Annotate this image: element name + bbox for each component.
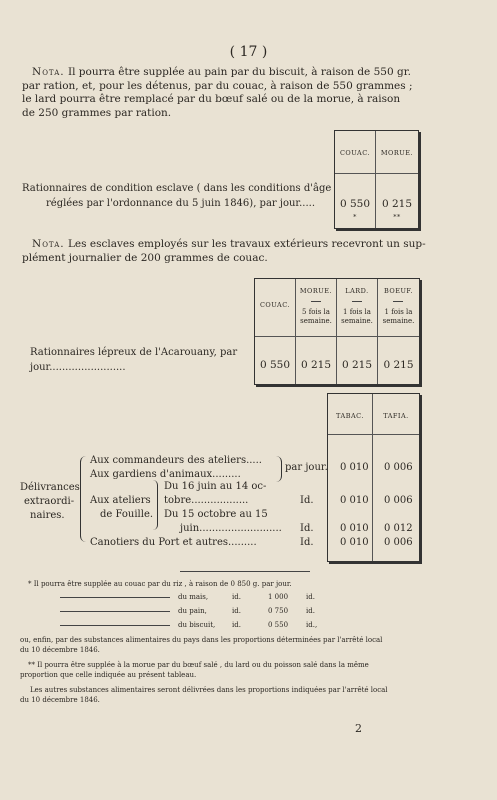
table1-box bbox=[334, 130, 419, 229]
table3-row-text: Du 16 juin au 14 oc- bbox=[164, 481, 267, 492]
table3-tabac: 0 010 bbox=[340, 523, 369, 534]
table2-header-lard: LARD. bbox=[345, 287, 369, 295]
nota1-line: par ration, et, pour les détenus, par du couac, à raison de 550 grammes ; bbox=[22, 79, 413, 92]
footnote-item: 0 750 bbox=[268, 607, 289, 615]
table3-row-text: tobre.................. bbox=[164, 495, 249, 506]
group-label-2: extraordi- bbox=[24, 496, 75, 507]
table3-unit: Id. bbox=[300, 523, 314, 534]
footnote-line: ** Il pourra être supplée à la morue par du bœuf salé , du lard ou du poisson salé dans la même bbox=[28, 661, 369, 669]
table2-sub-lard: 1 fois la semaine. bbox=[341, 308, 373, 325]
table3-row-text: Du 15 octobre au 15 bbox=[164, 509, 268, 520]
table3-tafia: 0 006 bbox=[384, 537, 413, 548]
table1-header-morue: MORUE. bbox=[380, 149, 414, 157]
footnote-item: du mais, bbox=[178, 593, 209, 601]
footnote-line: proportion que celle indiquée au présent tableau. bbox=[20, 671, 197, 679]
table2-row-label-2: jour........................ bbox=[30, 362, 126, 373]
ateliers-label-2: de Fouille. bbox=[100, 509, 154, 520]
nota-label: Nota. bbox=[32, 66, 65, 78]
footnote-item: id. bbox=[232, 607, 241, 615]
table3-row-text: Aux gardiens d'animaux......... bbox=[90, 469, 241, 480]
table1-value-morue: 0 215 bbox=[381, 198, 413, 210]
table3-row-text: juin.......................... bbox=[180, 523, 282, 534]
footnote-line: du 10 décembre 1846. bbox=[20, 646, 100, 654]
nota2-line: Les esclaves employés sur les travaux extérieurs recevront un sup- bbox=[67, 238, 426, 250]
footnote-item: 0 550 bbox=[268, 621, 289, 629]
table2-sub-boeuf: 1 fois la semaine. bbox=[382, 308, 415, 325]
footnote-item: id. bbox=[232, 621, 241, 629]
separator-rule bbox=[180, 571, 310, 572]
table3-unit: Id. bbox=[300, 537, 314, 548]
table2-box bbox=[254, 278, 420, 385]
footnote-item: id., bbox=[306, 621, 318, 629]
footnote-item: id. bbox=[232, 593, 241, 601]
table2-row-label-1: Rationnaires lépreux de l'Acarouany, par bbox=[30, 347, 238, 358]
table3-tabac: 0 010 bbox=[340, 537, 369, 548]
table3-row-text: Aux commandeurs des ateliers..... bbox=[90, 455, 262, 466]
page-number: ( 17 ) bbox=[229, 44, 268, 60]
table1-header-couac: COUAC. bbox=[339, 149, 371, 157]
commandeurs-brace bbox=[276, 456, 282, 482]
table2-header-morue: MORUE. bbox=[299, 287, 333, 295]
table2-value-boeuf: 0 215 bbox=[383, 359, 414, 371]
nota2-line: plément journalier de 200 grammes de couac. bbox=[22, 251, 268, 264]
footnote-item: id. bbox=[306, 607, 315, 615]
footnote-line: ou, enfin, par des substances alimentaires du pays dans les proportions déterminées par l'arrêté local bbox=[20, 636, 383, 644]
table3-row-text: Canotiers du Port et autres......... bbox=[90, 537, 257, 548]
table3-tafia: 0 006 bbox=[384, 495, 413, 506]
table2-value-lard: 0 215 bbox=[341, 359, 373, 371]
footnote-line: Les autres substances alimentaires seront délivrées dans les proportions indiquées par l'arrêté local bbox=[30, 686, 388, 694]
table1-value-couac: 0 550 bbox=[339, 198, 371, 210]
ditto-rule bbox=[60, 611, 170, 612]
table2-value-couac: 0 550 bbox=[259, 359, 291, 371]
group-brace bbox=[80, 456, 87, 542]
footnote-item: id. bbox=[306, 593, 315, 601]
table1-mark-2: ** bbox=[393, 213, 401, 221]
table3-unit: Id. bbox=[300, 495, 314, 506]
footnote-line: * Il pourra être supplée au couac par du riz , à raison de 0 850 g. par jour. bbox=[28, 580, 292, 588]
ditto-rule bbox=[60, 597, 170, 598]
table1-mark-1: * bbox=[353, 213, 357, 221]
nota1-line: Il pourra être supplée au pain par du biscuit, à raison de 550 gr. bbox=[67, 66, 411, 78]
table3-unit: par jour. bbox=[285, 462, 328, 473]
nota-paragraph-1 bbox=[22, 66, 477, 120]
table2-value-morue: 0 215 bbox=[300, 359, 332, 371]
ateliers-brace bbox=[153, 480, 158, 530]
nota1-line: de 250 grammes par ration. bbox=[22, 106, 172, 119]
footnote-line: du 10 décembre 1846. bbox=[20, 696, 100, 704]
nota1-line: le lard pourra être remplacé par du bœuf salé ou de la morue, à raison bbox=[22, 93, 401, 105]
nota-paragraph-2 bbox=[22, 238, 477, 265]
table3-tafia: 0 006 bbox=[384, 462, 413, 473]
table3-tafia: 0 012 bbox=[384, 523, 413, 534]
ditto-rule bbox=[60, 625, 170, 626]
footnote-item: du biscuit, bbox=[178, 621, 216, 629]
signature-mark: 2 bbox=[355, 722, 362, 735]
footnote-item: 1 000 bbox=[268, 593, 289, 601]
table2-header-boeuf: BOEUF. bbox=[383, 287, 413, 295]
table3-header-tabac: TABAC. bbox=[336, 412, 364, 420]
table1-row-label-2: réglées par l'ordonnance du 5 juin 1846), par jour..... bbox=[46, 198, 316, 209]
table2-header-couac: COUAC. bbox=[259, 301, 291, 309]
group-label-3: naires. bbox=[30, 510, 65, 521]
group-label-1: Délivrances bbox=[20, 482, 80, 493]
table3-tabac: 0 010 bbox=[340, 495, 369, 506]
table3-header-tafia: TAFIA. bbox=[383, 412, 409, 420]
nota-label: Nota. bbox=[32, 238, 65, 250]
ateliers-label-1: Aux ateliers bbox=[90, 495, 151, 506]
table1-row-label-1: Rationnaires de condition esclave ( dans les conditions d'âge bbox=[22, 183, 332, 194]
table3-tabac: 0 010 bbox=[340, 462, 369, 473]
table2-sub-morue: 5 fois la semaine. bbox=[300, 308, 332, 325]
footnote-item: du pain, bbox=[178, 607, 207, 615]
